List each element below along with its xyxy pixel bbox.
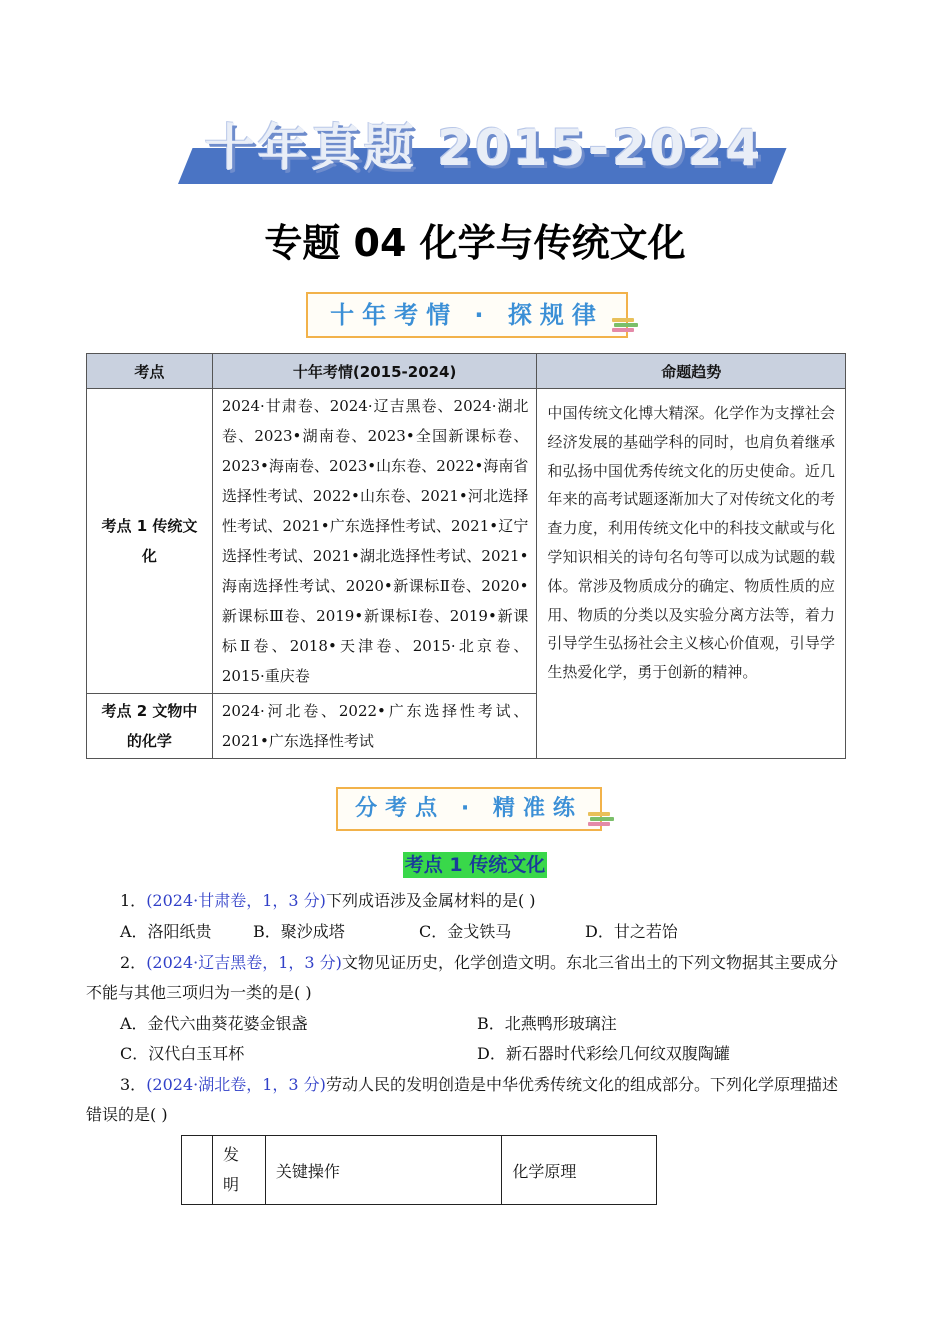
- option-b: B．北燕鸭形玻璃注: [477, 1014, 617, 1033]
- years-2: 2024·河北卷、2022•广东选择性考试、2021•广东选择性考试: [212, 694, 537, 759]
- question-source: (2024·湖北卷，1，3 分): [146, 1075, 326, 1094]
- banner-text: 十年真题 2015-2024: [204, 119, 764, 177]
- trend-text: 中国传统文化博大精深。化学作为支撑社会经济发展的基础学科的同时，也肩负着继承和弘扬中国优秀传统文化的历史使命。近几年来的高考试题逐渐加大了对传统文化的考查力度，利用传统文化中的科技文献或与化学知识相关的诗句名句等可以成为试题的载体。常涉及物质成分的确定、物质性质的应用、物质的分类以及实验分离方法等，着力引导学生弘扬社会主义核心价值观，引导学生热爱化学，勇于创新的精神。: [537, 389, 846, 759]
- option-a: A．洛阳纸贵: [120, 922, 212, 941]
- table-header-invention: 发明: [212, 1136, 265, 1205]
- summary-table: [86, 353, 846, 759]
- question-2-line2: 不能与其他三项归为一类的是( ): [86, 983, 312, 1002]
- kaodian-1: 考点 1 传统文化: [87, 389, 213, 694]
- section-header-2: [336, 787, 602, 831]
- question-source: (2024·辽吉黑卷，1，3 分): [146, 953, 342, 972]
- kaodian-1-title: 考点 1 传统文化: [404, 854, 546, 876]
- option-b: B．聚沙成塔: [253, 922, 345, 941]
- table-header-operation: 关键操作: [265, 1136, 501, 1205]
- header-trend: 命题趋势: [537, 354, 846, 389]
- books-icon: [612, 318, 638, 334]
- page-title: 专题 04 化学与传统文化: [264, 221, 686, 265]
- question-3: 3．(2024·湖北卷，1，3 分)劳动人民的发明创造是中华优秀传统文化的组成部分。下列化学原理描述: [120, 1075, 838, 1094]
- table-cell-blank: [182, 1136, 213, 1205]
- table-header-principle: 化学原理: [502, 1136, 657, 1205]
- books-icon: [588, 812, 614, 828]
- section-header-1-label: 十年考情 · 探规律: [330, 301, 604, 329]
- option-a: A．金代六曲葵花婆金银盏: [120, 1014, 308, 1033]
- section-header-1: [306, 292, 628, 338]
- question-source: (2024·甘肃卷，1，3 分): [146, 891, 326, 910]
- years-1: 2024·甘肃卷、2024·辽吉黑卷、2024·湖北卷、2023•湖南卷、2023•全国新课标卷、2023•海南卷、2023•山东卷、2022•海南省选择性考试、2022•山东卷、2021•河北选择性考试、2021•广东选择性考试、2021•辽宁选择性考试、2021•湖北选择性考试、2021•海南选择性考试、2020•新课标Ⅱ卷、2020•新课标Ⅲ卷、2019•新课标Ⅰ卷、2019•新课标Ⅱ卷、2018•天津卷、2015·北京卷、2015·重庆卷: [212, 389, 537, 694]
- section-header-2-label: 分考点 · 精准练: [355, 796, 583, 821]
- option-c: C．金戈铁马: [419, 922, 512, 941]
- option-d: D．新石器时代彩绘几何纹双腹陶罐: [477, 1044, 730, 1063]
- kaodian-2: 考点 2 文物中的化学: [87, 694, 213, 759]
- question-3-line2: 错误的是( ): [86, 1105, 168, 1124]
- banner: [178, 118, 772, 188]
- question-1: 1．(2024·甘肃卷，1，3 分)下列成语涉及金属材料的是( ): [120, 891, 536, 910]
- question-2: 2．(2024·辽吉黑卷，1，3 分)文物见证历史，化学创造文明。东北三省出土的下列文物据其主要成分: [120, 953, 838, 972]
- option-d: D．甘之若饴: [585, 922, 678, 941]
- question-3-table: [181, 1135, 657, 1205]
- option-c: C．汉代白玉耳杯: [120, 1044, 245, 1063]
- header-kaodian: 考点: [87, 354, 213, 389]
- header-years: 十年考情(2015-2024): [212, 354, 537, 389]
